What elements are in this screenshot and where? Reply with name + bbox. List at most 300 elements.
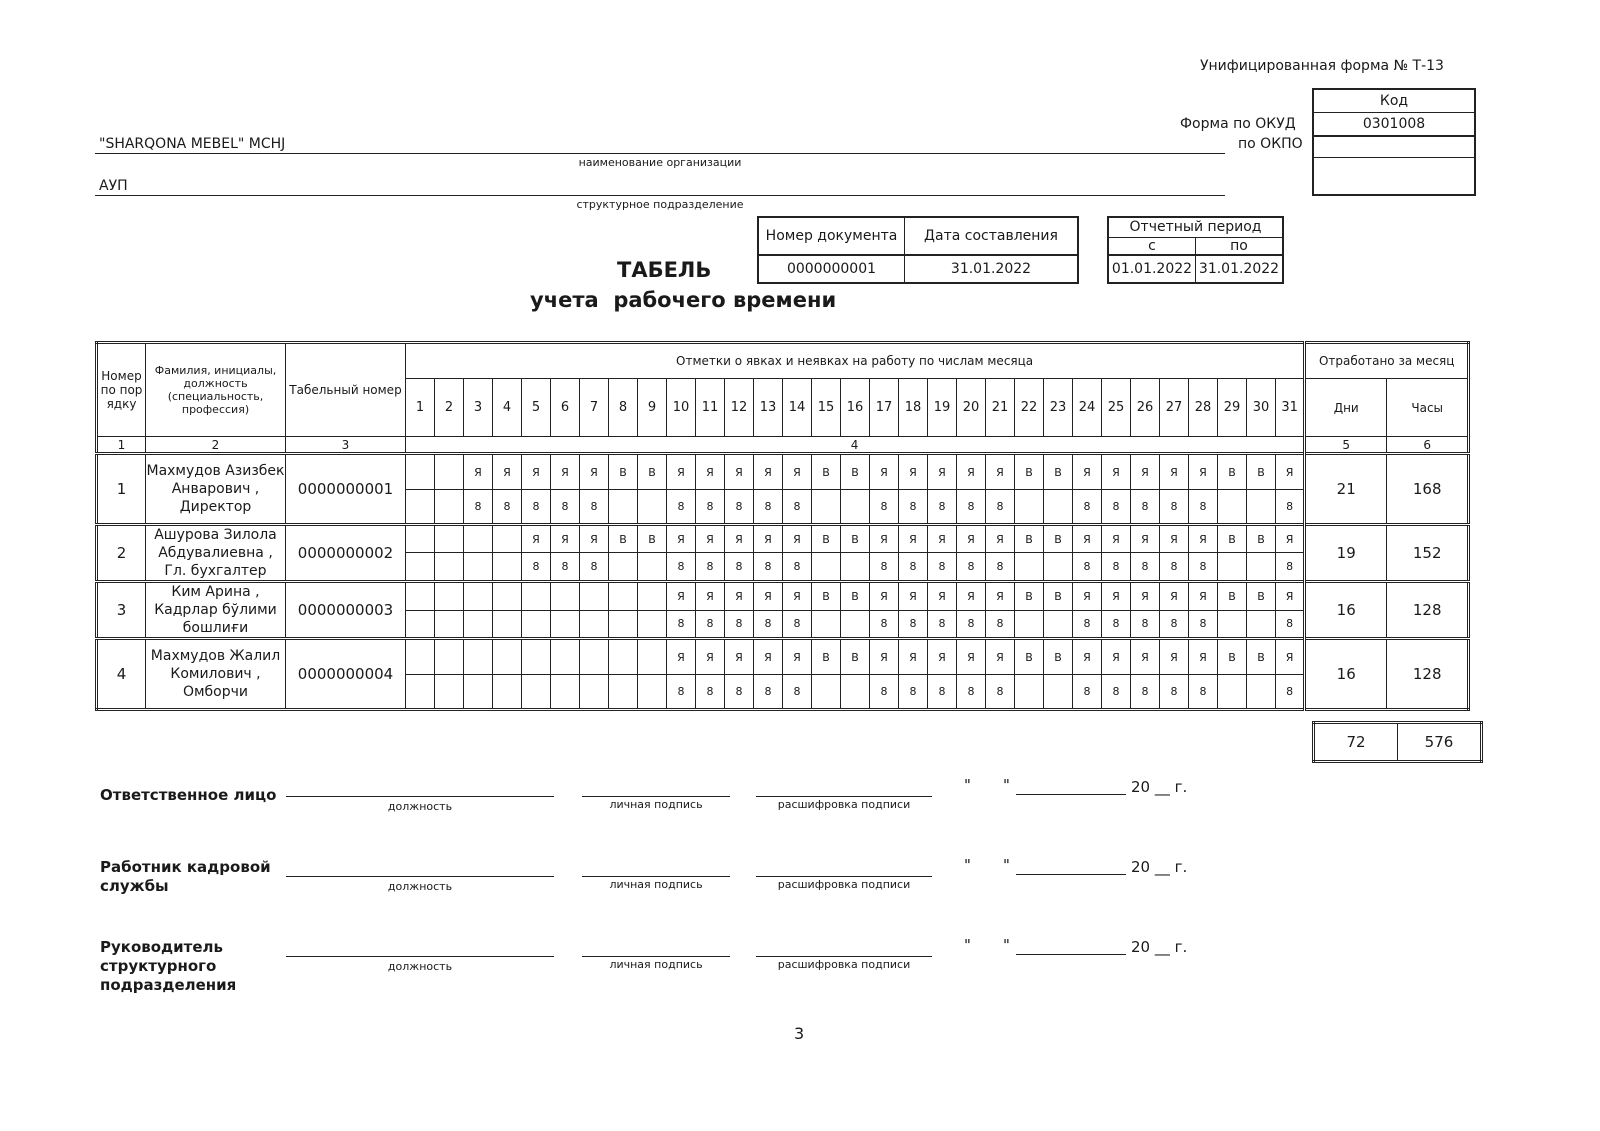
position-caption: должность — [387, 800, 453, 813]
hours-mark — [493, 553, 522, 582]
attendance-mark: Я — [667, 454, 696, 490]
attendance-mark: В — [1247, 582, 1276, 611]
signature-caption: личная подпись — [609, 878, 703, 891]
hours-mark: 8 — [754, 675, 783, 710]
attendance-mark: Я — [1102, 454, 1131, 490]
hours-mark: 8 — [1073, 490, 1102, 525]
hours-mark: 8 — [986, 675, 1015, 710]
employee-row — [97, 525, 1469, 553]
hours-mark — [406, 553, 435, 582]
attendance-mark: Я — [1131, 525, 1160, 553]
attendance-mark: Я — [464, 454, 493, 490]
date-quote-open: " — [964, 936, 971, 954]
hours-mark — [638, 490, 667, 525]
hours-mark — [638, 675, 667, 710]
col-name-header: Фамилия, инициалы, должность (специальность, профессия) — [146, 343, 286, 437]
date-quote-open: " — [964, 856, 971, 874]
hours-mark: 8 — [870, 553, 899, 582]
total-hours: 576 — [1398, 723, 1482, 762]
worked-hours: 152 — [1387, 525, 1469, 582]
col-number-header: Номер по порядку — [97, 343, 146, 437]
attendance-mark: Я — [986, 525, 1015, 553]
reporting-period-label: Отчетный период — [1108, 217, 1283, 237]
hours-mark — [1218, 675, 1247, 710]
column-number-row — [97, 437, 1469, 454]
attendance-mark — [551, 639, 580, 675]
attendance-mark: Я — [580, 525, 609, 553]
period-to-date: 31.01.2022 — [1196, 255, 1284, 283]
attendance-mark — [464, 525, 493, 553]
attendance-mark — [464, 639, 493, 675]
attendance-mark: Я — [957, 639, 986, 675]
attendance-mark: В — [1247, 525, 1276, 553]
hours-mark: 8 — [870, 490, 899, 525]
hours-mark — [1247, 490, 1276, 525]
date-line[interactable] — [1016, 954, 1126, 955]
hours-mark: 8 — [957, 490, 986, 525]
attendance-mark: Я — [754, 525, 783, 553]
hours-mark — [464, 553, 493, 582]
attendance-mark: Я — [928, 639, 957, 675]
attendance-mark: Я — [928, 582, 957, 611]
hours-mark — [1015, 490, 1044, 525]
hours-mark: 8 — [783, 675, 812, 710]
hours-mark: 8 — [1189, 675, 1218, 710]
column-number: 2 — [146, 437, 286, 454]
attendance-mark — [638, 639, 667, 675]
okpo-label: по ОКПО — [1238, 136, 1303, 152]
hours-mark — [551, 675, 580, 710]
date-quote-close: " — [1003, 776, 1010, 794]
hours-mark: 8 — [667, 553, 696, 582]
employee-number: 2 — [97, 525, 146, 582]
attendance-mark: Я — [696, 454, 725, 490]
attendance-mark: Я — [870, 525, 899, 553]
decode-line[interactable] — [756, 876, 932, 877]
worked-hours: 128 — [1387, 582, 1469, 639]
position-caption: должность — [387, 960, 453, 973]
col-hours-header: Часы — [1387, 379, 1469, 437]
attendance-mark — [435, 525, 464, 553]
position-line[interactable] — [286, 796, 554, 797]
attendance-mark: Я — [1160, 525, 1189, 553]
hours-mark: 8 — [725, 610, 754, 639]
hours-mark — [841, 490, 870, 525]
attendance-mark: Я — [870, 454, 899, 490]
hours-mark: 8 — [580, 490, 609, 525]
document-date-label: Дата составления — [905, 217, 1079, 255]
hours-mark — [580, 610, 609, 639]
attendance-mark: Я — [551, 454, 580, 490]
hours-mark: 8 — [783, 490, 812, 525]
attendance-mark: В — [638, 525, 667, 553]
hours-mark: 8 — [957, 675, 986, 710]
date-line[interactable] — [1016, 874, 1126, 875]
hours-mark: 8 — [725, 675, 754, 710]
attendance-mark: Я — [870, 582, 899, 611]
employee-tab-number: 0000000004 — [286, 639, 406, 710]
attendance-mark: Я — [522, 525, 551, 553]
day-header: 16 — [841, 379, 870, 437]
employee-row — [97, 454, 1469, 490]
attendance-mark: В — [841, 582, 870, 611]
attendance-mark — [406, 525, 435, 553]
hours-mark — [1247, 553, 1276, 582]
hours-mark: 8 — [899, 610, 928, 639]
decode-line[interactable] — [756, 956, 932, 957]
hours-mark — [406, 610, 435, 639]
employee-tab-number: 0000000003 — [286, 582, 406, 639]
decode-line[interactable] — [756, 796, 932, 797]
organization-caption: наименование организации — [578, 156, 742, 169]
attendance-mark — [522, 639, 551, 675]
attendance-mark: В — [1015, 454, 1044, 490]
attendance-mark: Я — [1189, 639, 1218, 675]
day-header: 21 — [986, 379, 1015, 437]
hours-mark: 8 — [667, 675, 696, 710]
attendance-mark: В — [1218, 454, 1247, 490]
hours-mark: 8 — [986, 490, 1015, 525]
hours-mark — [435, 610, 464, 639]
hours-mark — [812, 675, 841, 710]
day-header: 23 — [1044, 379, 1073, 437]
document-number: 0000000001 — [758, 255, 905, 283]
hours-mark: 8 — [1160, 610, 1189, 639]
hours-mark: 8 — [870, 675, 899, 710]
organization-name: "SHARQONA MEBEL" MCHJ — [99, 136, 286, 152]
attendance-mark: Я — [667, 639, 696, 675]
period-from-date: 01.01.2022 — [1108, 255, 1196, 283]
attendance-mark: Я — [1102, 639, 1131, 675]
hours-mark — [609, 675, 638, 710]
hours-mark: 8 — [464, 490, 493, 525]
attendance-mark: Я — [1276, 639, 1305, 675]
attendance-mark: Я — [725, 639, 754, 675]
attendance-mark: Я — [1189, 454, 1218, 490]
worked-days: 19 — [1305, 525, 1387, 582]
hours-mark: 8 — [928, 553, 957, 582]
day-header: 1 — [406, 379, 435, 437]
hours-mark — [609, 553, 638, 582]
attendance-mark: Я — [957, 525, 986, 553]
hours-mark: 8 — [1073, 675, 1102, 710]
attendance-mark: Я — [783, 525, 812, 553]
attendance-mark: Я — [783, 582, 812, 611]
hours-mark: 8 — [1276, 675, 1305, 710]
decode-caption: расшифровка подписи — [777, 798, 911, 811]
hours-mark: 8 — [1073, 553, 1102, 582]
attendance-mark: В — [1015, 525, 1044, 553]
day-header: 15 — [812, 379, 841, 437]
hours-mark — [435, 490, 464, 525]
attendance-mark: В — [638, 454, 667, 490]
employee-number: 4 — [97, 639, 146, 710]
attendance-mark: В — [1015, 582, 1044, 611]
timesheet-table — [95, 341, 1470, 711]
attendance-mark: Я — [1276, 454, 1305, 490]
signature-caption: личная подпись — [609, 798, 703, 811]
attendance-mark — [493, 582, 522, 611]
day-header: 5 — [522, 379, 551, 437]
attendance-mark: Я — [696, 582, 725, 611]
hours-mark: 8 — [667, 490, 696, 525]
attendance-mark: Я — [870, 639, 899, 675]
signature-line[interactable] — [582, 796, 730, 797]
hours-mark — [812, 553, 841, 582]
attendance-mark: Я — [1160, 639, 1189, 675]
hours-mark: 8 — [1276, 610, 1305, 639]
document-subtitle: учета рабочего времени — [530, 288, 837, 312]
hours-mark: 8 — [522, 490, 551, 525]
hours-mark — [406, 490, 435, 525]
attendance-mark: Я — [899, 582, 928, 611]
date-quote-close: " — [1003, 856, 1010, 874]
attendance-mark — [551, 582, 580, 611]
employee-row — [97, 582, 1469, 611]
hours-mark: 8 — [1102, 675, 1131, 710]
document-date: 31.01.2022 — [905, 255, 1079, 283]
col-days-header: Дни — [1305, 379, 1387, 437]
attendance-mark: Я — [754, 454, 783, 490]
attendance-mark: В — [812, 525, 841, 553]
attendance-mark: В — [1044, 525, 1073, 553]
hours-mark — [1044, 675, 1073, 710]
column-number: 5 — [1305, 437, 1387, 454]
employee-name: Махмудов Жалил Комилович , Омборчи — [146, 639, 286, 710]
hours-mark — [638, 610, 667, 639]
hours-mark — [1218, 490, 1247, 525]
day-header: 19 — [928, 379, 957, 437]
day-header: 6 — [551, 379, 580, 437]
hours-mark: 8 — [1160, 553, 1189, 582]
attendance-mark: Я — [725, 582, 754, 611]
hours-mark: 8 — [783, 553, 812, 582]
hours-mark — [609, 610, 638, 639]
employee-name: Ким Арина , Кадрлар бўлими бошлиғи — [146, 582, 286, 639]
hours-mark: 8 — [1276, 553, 1305, 582]
hours-mark: 8 — [522, 553, 551, 582]
attendance-mark: Я — [1073, 454, 1102, 490]
attendance-mark: Я — [725, 454, 754, 490]
document-number-label: Номер документа — [758, 217, 905, 255]
hours-mark — [522, 610, 551, 639]
hours-mark: 8 — [1102, 553, 1131, 582]
total-days: 72 — [1314, 723, 1398, 762]
col-worked-header: Отработано за месяц — [1305, 343, 1469, 379]
position-line[interactable] — [286, 956, 554, 957]
attendance-mark: Я — [580, 454, 609, 490]
grid-header-row — [97, 343, 1469, 379]
organization-line — [95, 153, 1225, 154]
column-number: 1 — [97, 437, 146, 454]
date-line[interactable] — [1016, 794, 1126, 795]
hours-mark — [812, 490, 841, 525]
attendance-mark — [580, 582, 609, 611]
attendance-mark — [406, 454, 435, 490]
attendance-mark: Я — [899, 525, 928, 553]
hours-mark: 8 — [493, 490, 522, 525]
hours-mark: 8 — [580, 553, 609, 582]
attendance-mark: Я — [754, 582, 783, 611]
hours-mark: 8 — [928, 675, 957, 710]
reporting-period-box — [1107, 216, 1284, 284]
hours-mark: 8 — [696, 675, 725, 710]
day-header: 2 — [435, 379, 464, 437]
hours-mark: 8 — [1131, 490, 1160, 525]
day-header: 22 — [1015, 379, 1044, 437]
attendance-mark: В — [841, 454, 870, 490]
worked-hours: 128 — [1387, 639, 1469, 710]
signature-line[interactable] — [582, 876, 730, 877]
code-box — [1312, 88, 1476, 196]
worked-hours: 168 — [1387, 454, 1469, 525]
document-meta-box — [757, 216, 1079, 284]
attendance-mark: В — [812, 582, 841, 611]
hours-mark — [522, 675, 551, 710]
worked-days: 21 — [1305, 454, 1387, 525]
hours-mark: 8 — [1160, 490, 1189, 525]
hours-mark: 8 — [1189, 610, 1218, 639]
attendance-mark: В — [609, 454, 638, 490]
hours-mark — [841, 553, 870, 582]
attendance-mark: Я — [551, 525, 580, 553]
attendance-mark — [522, 582, 551, 611]
attendance-mark: Я — [667, 582, 696, 611]
hours-mark: 8 — [725, 553, 754, 582]
hours-mark — [435, 675, 464, 710]
attendance-mark: Я — [522, 454, 551, 490]
employee-tab-number: 0000000001 — [286, 454, 406, 525]
hours-mark — [493, 610, 522, 639]
attendance-mark: Я — [783, 639, 812, 675]
position-line[interactable] — [286, 876, 554, 877]
decode-caption: расшифровка подписи — [777, 878, 911, 891]
attendance-mark: Я — [899, 639, 928, 675]
hours-mark — [1015, 553, 1044, 582]
attendance-mark: Я — [986, 582, 1015, 611]
hours-mark — [812, 610, 841, 639]
signature-role: Ответственное лицо — [100, 786, 277, 804]
attendance-mark: Я — [1131, 454, 1160, 490]
attendance-mark: Я — [899, 454, 928, 490]
attendance-mark: Я — [1131, 639, 1160, 675]
attendance-mark: В — [1044, 454, 1073, 490]
day-header: 24 — [1073, 379, 1102, 437]
attendance-mark — [609, 639, 638, 675]
day-header: 4 — [493, 379, 522, 437]
day-header: 17 — [870, 379, 899, 437]
signature-role: Работник кадровой службы — [100, 858, 271, 895]
signature-line[interactable] — [582, 956, 730, 957]
day-header: 13 — [754, 379, 783, 437]
department-line — [95, 195, 1225, 196]
attendance-mark — [580, 639, 609, 675]
period-from-label: с — [1108, 237, 1196, 255]
employee-name: Махмудов Азизбек Анварович , Директор — [146, 454, 286, 525]
hours-mark: 8 — [1131, 553, 1160, 582]
attendance-mark: Я — [725, 525, 754, 553]
hours-mark: 8 — [870, 610, 899, 639]
attendance-mark — [609, 582, 638, 611]
attendance-mark — [435, 582, 464, 611]
okud-label: Форма по ОКУД — [1180, 116, 1296, 132]
day-header: 10 — [667, 379, 696, 437]
attendance-mark: В — [1015, 639, 1044, 675]
hours-mark: 8 — [1131, 610, 1160, 639]
attendance-mark: Я — [1189, 582, 1218, 611]
hours-mark — [1044, 553, 1073, 582]
attendance-mark: Я — [667, 525, 696, 553]
hours-mark — [638, 553, 667, 582]
day-header: 9 — [638, 379, 667, 437]
hours-mark: 8 — [899, 553, 928, 582]
day-header: 28 — [1189, 379, 1218, 437]
hours-mark: 8 — [696, 610, 725, 639]
hours-mark — [464, 675, 493, 710]
attendance-mark: Я — [783, 454, 812, 490]
attendance-mark: Я — [1073, 582, 1102, 611]
column-number: 3 — [286, 437, 406, 454]
hours-mark: 8 — [1276, 490, 1305, 525]
period-to-label: по — [1196, 237, 1284, 255]
attendance-mark: Я — [1131, 582, 1160, 611]
attendance-mark — [406, 582, 435, 611]
employee-row — [97, 639, 1469, 675]
department-name: АУП — [99, 178, 128, 194]
attendance-mark: В — [812, 454, 841, 490]
hours-mark — [580, 675, 609, 710]
hours-mark: 8 — [957, 610, 986, 639]
attendance-mark — [464, 582, 493, 611]
hours-mark — [435, 553, 464, 582]
worked-days: 16 — [1305, 639, 1387, 710]
attendance-mark: Я — [754, 639, 783, 675]
attendance-mark: В — [841, 525, 870, 553]
hours-mark: 8 — [986, 553, 1015, 582]
hours-mark — [609, 490, 638, 525]
attendance-mark: Я — [1073, 639, 1102, 675]
hours-mark — [1015, 610, 1044, 639]
hours-mark — [1218, 610, 1247, 639]
hours-mark: 8 — [667, 610, 696, 639]
hours-mark: 8 — [899, 675, 928, 710]
attendance-mark: В — [609, 525, 638, 553]
attendance-mark: Я — [1276, 525, 1305, 553]
hours-mark: 8 — [986, 610, 1015, 639]
hours-mark: 8 — [1102, 610, 1131, 639]
attendance-mark — [493, 639, 522, 675]
signature-role: Руководитель структурного подразделения — [100, 938, 237, 994]
attendance-mark: Я — [986, 639, 1015, 675]
hours-mark: 8 — [928, 610, 957, 639]
hours-mark: 8 — [1073, 610, 1102, 639]
hours-mark — [1044, 490, 1073, 525]
date-year: 20 __ г. — [1131, 858, 1188, 876]
hours-mark: 8 — [783, 610, 812, 639]
hours-mark: 8 — [899, 490, 928, 525]
attendance-mark: Я — [928, 525, 957, 553]
hours-mark: 8 — [1131, 675, 1160, 710]
unified-form-label: Унифицированная форма № Т-13 — [1200, 58, 1444, 74]
day-header: 25 — [1102, 379, 1131, 437]
attendance-mark — [435, 454, 464, 490]
signature-caption: личная подпись — [609, 958, 703, 971]
attendance-mark: В — [1247, 639, 1276, 675]
day-header: 29 — [1218, 379, 1247, 437]
hours-mark — [1218, 553, 1247, 582]
attendance-mark — [406, 639, 435, 675]
okud-code: 0301008 — [1314, 113, 1474, 137]
